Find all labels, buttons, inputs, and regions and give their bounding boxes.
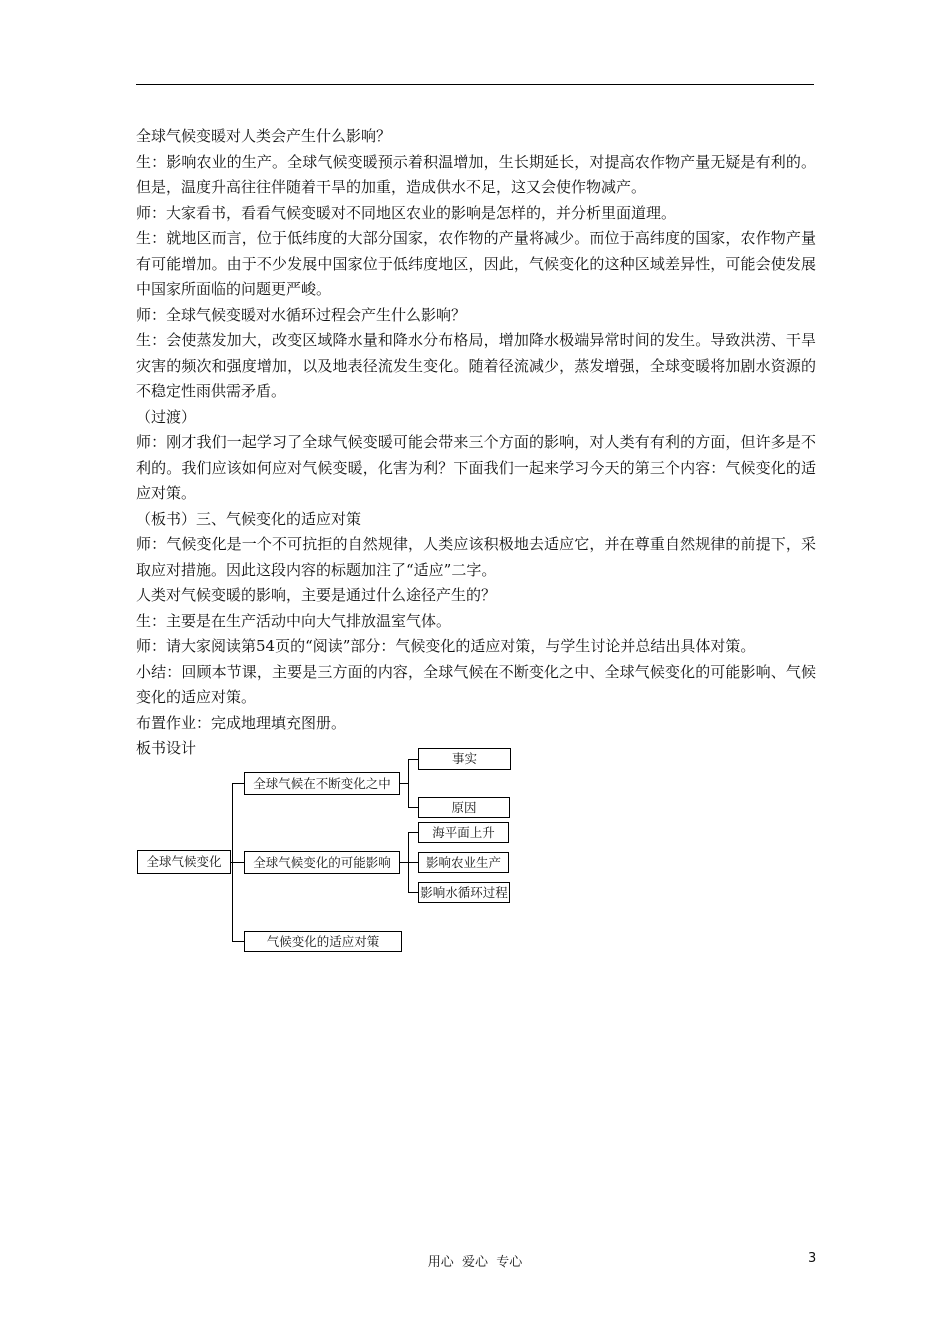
diagram-leaf-agriculture: 影响农业生产 [418, 852, 509, 873]
teacher-prompt-read-book: 师：大家看书，看看气候变暖对不同地区农业的影响是怎样的，并分析里面道理。 [136, 203, 677, 222]
teacher-adaptation: 师：气候变化是一个不可抗拒的自然规律，人类应该积极地去适应它，并在尊重自然规律的前提下，采取应对措施。因此这段内容的标题加注了“适应”二字。 [136, 535, 816, 579]
homework: 布置作业：完成地理填充图册。 [136, 713, 347, 732]
connector-to-fact [408, 759, 418, 760]
connector-branch2-out [400, 862, 408, 863]
lesson-text [136, 124, 816, 762]
page-number: 3 [808, 1251, 817, 1266]
diagram-branch-changing: 全球气候在不断变化之中 [244, 772, 400, 795]
connector-to-branch1 [232, 783, 244, 784]
board-design-label: 板书设计 [136, 739, 197, 757]
connector-to-cause [408, 807, 418, 808]
footer-motto: 用心 爱心 专心 [427, 1255, 523, 1270]
diagram-root-node: 全球气候变化 [137, 850, 231, 874]
board-design-diagram [136, 746, 516, 956]
diagram-branch-adaptation: 气候变化的适应对策 [244, 931, 402, 952]
lesson-summary: 小结：回顾本节课，主要是三方面的内容，全球气候在不断变化之中、全球气候变化的可能影响、气候变化的适应对策。 [136, 662, 816, 706]
diagram-leaf-water-cycle: 影响水循环过程 [418, 882, 510, 903]
student-answer-water-cycle: 生：会使蒸发加大，改变区域降水量和降水分布格局，增加降水极端异常时间的发生。导致洪涝、干旱灾害的频次和强度增加，以及地表径流发生变化。随着径流减少，蒸发增强，全球变暖将加剧水资源的不稳定性雨供需矛盾。 [136, 331, 816, 400]
connector-to-sea-level [408, 832, 418, 833]
student-answer-agriculture: 生：影响农业的生产。全球气候变暖预示着积温增加，生长期延长，对提高农作物产量无疑是有利的。但是，温度升高往往伴随着干旱的加重，造成供水不足，这又会使作物减产。 [136, 152, 816, 196]
diagram-leaf-cause: 原因 [418, 797, 510, 818]
connector-to-agriculture [408, 862, 418, 863]
connector-to-branch3 [232, 941, 244, 942]
transition-label: （过渡） [136, 407, 197, 426]
diagram-leaf-fact: 事实 [418, 748, 511, 770]
diagram-branch-impacts: 全球气候变化的可能影响 [244, 851, 400, 874]
connector-branch1-trunk [408, 759, 409, 808]
diagram-leaf-sea-level: 海平面上升 [418, 822, 509, 843]
teacher-reading-assignment: 师：请大家阅读第54页的“阅读”部分：气候变化的适应对策，与学生讨论并总结出具体对策。 [136, 637, 756, 655]
question-global-warming-impact: 全球气候变暖对人类会产生什么影响？ [136, 127, 392, 145]
connector-branch1-out [400, 783, 408, 784]
question-human-influence: 人类对气候变暖的影响，主要是通过什么途径产生的？ [136, 586, 497, 604]
board-heading: （板书）三、气候变化的适应对策 [136, 509, 362, 528]
connector-to-branch2 [232, 862, 244, 863]
student-answer-regional: 生：就地区而言，位于低纬度的大部分国家，农作物的产量将减少。而位于高纬度的国家，农作物产量有可能增加。由于不少发展中国家位于低纬度地区，因此，气候变化的这种区域差异性，可能会使发展中国家所面临的问题更严峻。 [136, 229, 816, 298]
teacher-transition: 师：刚才我们一起学习了全球气候变暖可能会带来三个方面的影响，对人类有有利的方面，但许多是不利的。我们应该如何应对气候变暖，化害为利？下面我们一起来学习今天的第三个内容：气候变化的适应对策。 [136, 433, 816, 502]
header-rule [136, 84, 814, 85]
connector-to-water-cycle [408, 892, 418, 893]
teacher-question-water-cycle: 师：全球气候变暖对水循环过程会产生什么影响？ [136, 305, 467, 324]
student-answer-emissions: 生：主要是在生产活动中向大气排放温室气体。 [136, 611, 452, 630]
